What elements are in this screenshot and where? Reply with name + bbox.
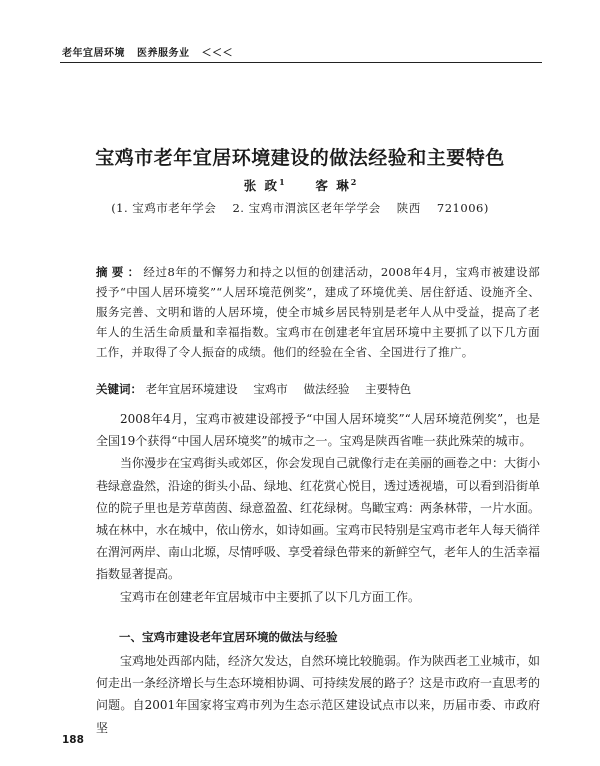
affiliation-line [0, 200, 600, 216]
affiliation-first: (1. 宝鸡市老年学会 [111, 201, 217, 215]
author-affiliation-mark: 2 [350, 176, 357, 187]
keyword: 做法经验 [303, 382, 350, 396]
section-heading: 一、宝鸡市建设老年宜居环境的做法与经验 [119, 630, 338, 644]
article-title: 宝鸡市老年宜居环境建设的做法经验和主要特色 [95, 147, 505, 169]
abstract-text: 经过8年的不懈努力和持之以恒的创建活动，2008年4月，宝鸡市被建设部授予“中国人居环境奖”“人居环境范例奖”，建成了环境优美、居住舒适、设施齐全、服务完善、文明和谐的人居环境，使全市城乡居民特别是老年人从中受益，提高了老年人的生活生命质量和幸福指数。宝鸡市在创建老年宜居环境中主要抓了以下几方面工作，并取得了令人振奋的成绩。他们的经验在全省、全国进行了推广。 [96, 265, 541, 359]
abstract [96, 262, 540, 362]
author-line [0, 176, 600, 194]
keyword: 主要特色 [365, 382, 412, 396]
affiliation-second: 2. 宝鸡市渭滨区老年学学会 [232, 201, 381, 215]
page-number: 188 [62, 734, 84, 746]
author-affiliation-mark: 1 [279, 176, 285, 187]
abstract-label: 摘要： [96, 265, 144, 279]
header-rule [60, 62, 542, 63]
body-text [96, 408, 540, 608]
header-arrows: ＜＜＜ [201, 48, 233, 59]
journal-name: 老年宜居环境 [62, 48, 125, 59]
author-name: 张 政 [243, 178, 280, 193]
section-body [96, 650, 540, 739]
keywords-label: 关键词： [96, 382, 142, 396]
keyword: 宝鸡市 [253, 382, 288, 396]
keyword: 老年宜居环境建设 [145, 382, 238, 396]
body-paragraph: 当你漫步在宝鸡街头或郊区，你会发现自己就像行走在美丽的画卷之中：大街小巷绿意盎然，沿途的街头小品、绿地、红花赏心悦目，透过透视墙，可以看到沿街单位的院子里也是芳草茵茵、绿意盈盈、红花绿树。鸟瞰宝鸡：两条林带，一片水面。城在林中，水在城中，依山傍水，如诗如画。宝鸡市民特别是宝鸡市老年人每天徜徉在渭河两岸、南山北塬，尽情呼吸、享受着绿色带来的新鲜空气，老年人的生活幸福指数显著提高。 [96, 456, 541, 582]
affiliation-postcode: 721006) [436, 201, 489, 215]
running-header [62, 44, 241, 59]
section-name: 医养服务业 [136, 48, 190, 59]
body-paragraph: 宝鸡地处西部内陆，经济欠发达，自然环境比较脆弱。作为陕西老工业城市，如何走出一条经济增长与生态环境相协调、可持续发展的路子？这是市政府一直思考的问题。自2001年国家将宝鸡市列为生态示范区建设试点市以来，历届市委、市政府坚 [96, 654, 541, 735]
keywords [96, 381, 540, 397]
author-name: 客 琳 [315, 178, 351, 193]
body-paragraph: 2008年4月，宝鸡市被建设部授予“中国人居环境奖”“人居环境范例奖”，也是全国19个获得“中国人居环境奖”的城市之一。宝鸡是陕西省唯一获此殊荣的城市。 [96, 412, 540, 449]
affiliation-location: 陕西 [396, 201, 421, 215]
body-paragraph: 宝鸡市在创建老年宜居城市中主要抓了以下几方面工作。 [120, 589, 421, 604]
